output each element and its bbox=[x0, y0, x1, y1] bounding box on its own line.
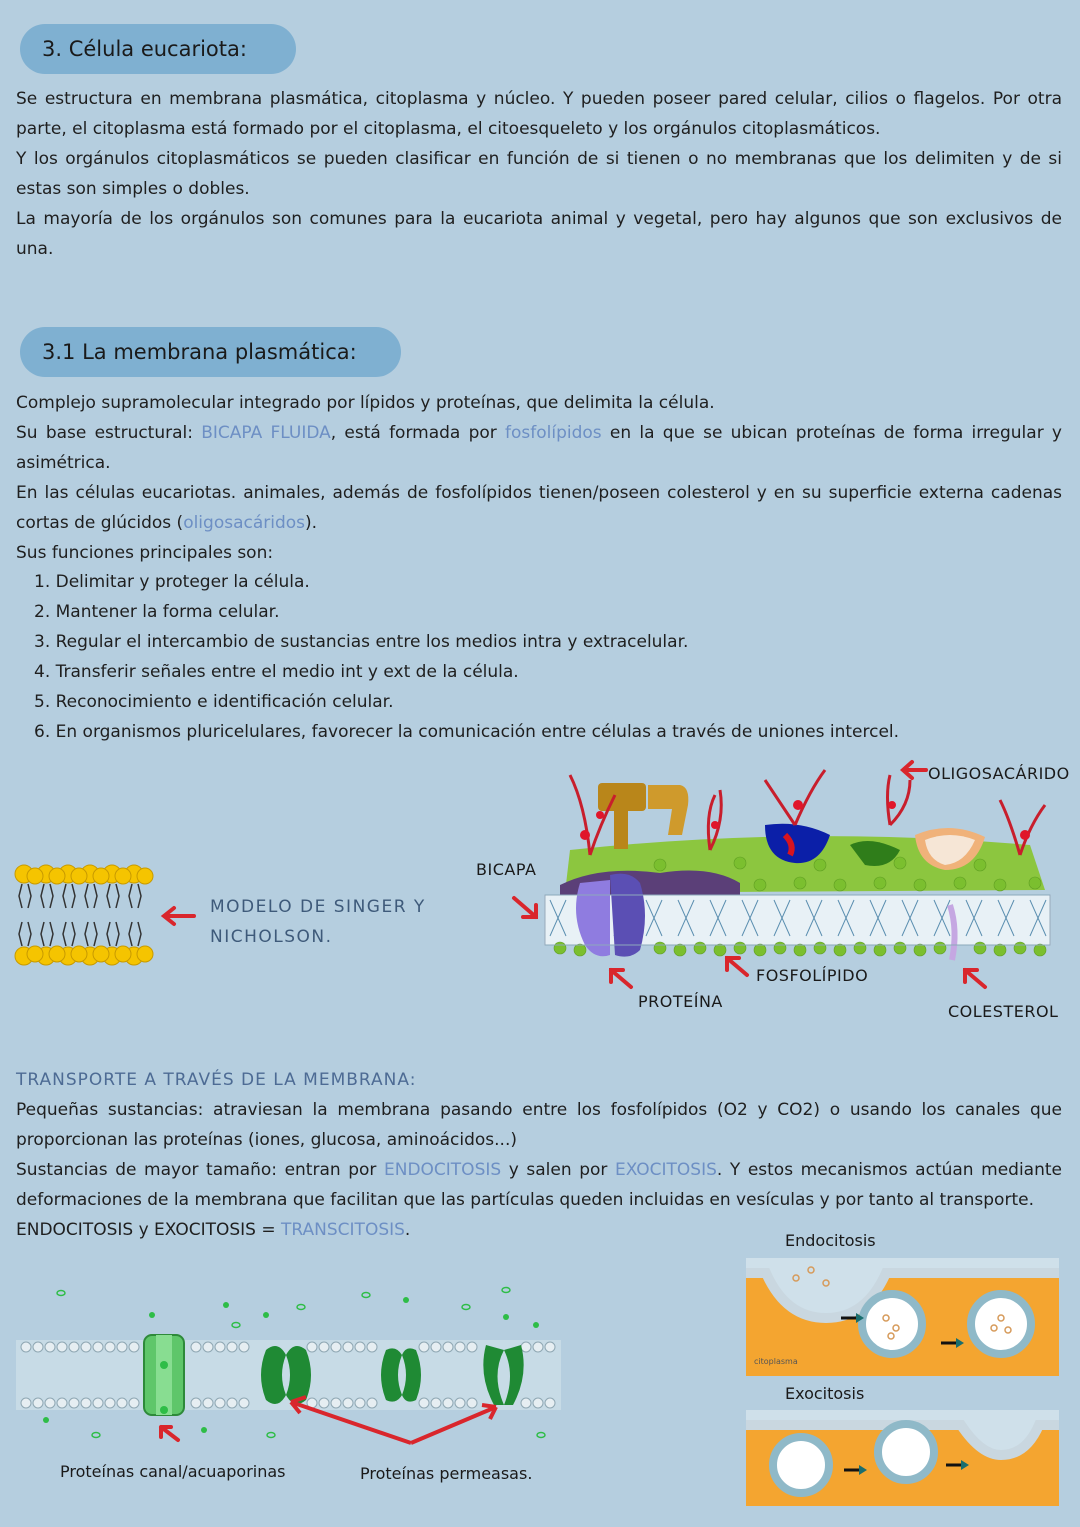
section-3-1-paragraph-1: Complejo supramolecular integrado por lípidos y proteínas, que delimita la célula. bbox=[16, 393, 715, 413]
oligosacarido-label: OLIGOSACÁRIDO bbox=[928, 764, 1070, 783]
section-3-1-body bbox=[16, 388, 1062, 568]
function-item: 3. Regular el intercambio de sustancias entre los medios intra y extracelular. bbox=[34, 632, 689, 652]
text-span: ). bbox=[305, 513, 318, 533]
small-bilayer-diagram bbox=[12, 862, 157, 972]
function-item: 4. Transferir señales entre el medio int y ext de la célula. bbox=[34, 662, 519, 682]
endocitosis-diagram bbox=[746, 1258, 1059, 1376]
text-span: En las células eucariotas. animales, además de fosfolípidos tienen/poseen colesterol y en su superficie externa cadenas cortas de glúcidos ( bbox=[16, 483, 1062, 533]
proteina-label: PROTEÍNA bbox=[638, 992, 723, 1011]
citoplasma-label: citoplasma bbox=[754, 1357, 798, 1366]
section-3-1-paragraph-4: Sus funciones principales son: bbox=[16, 543, 274, 563]
section-3-1-title-text: 3.1 La membrana plasmática: bbox=[42, 340, 357, 364]
text-span: Su base estructural: bbox=[16, 423, 202, 443]
arrow-proteina-icon bbox=[606, 965, 636, 991]
bicapa-label: BICAPA bbox=[476, 860, 537, 879]
text-span: ENDOCITOSIS y EXOCITOSIS = bbox=[16, 1220, 282, 1240]
text-span: en la que se ubican proteínas de forma irregular y asimétrica. bbox=[16, 423, 1062, 473]
text-span: Sustancias de mayor tamaño: entran por bbox=[16, 1160, 384, 1180]
function-item: 2. Mantener la forma celular. bbox=[34, 602, 280, 622]
transport-paragraph-1: Pequeñas sustancias: atraviesan la membrana pasando entre los fosfolípidos (O2 y CO2) o usando los canales que proporcionan las proteínas (iones, glucosa, aminoácidos...) bbox=[16, 1100, 1062, 1150]
bicapa-fluida-highlight: BICAPA FLUIDA bbox=[201, 423, 331, 443]
colesterol-label: COLESTEROL bbox=[948, 1002, 1059, 1021]
caption-permeases: Proteínas permeasas. bbox=[360, 1464, 533, 1483]
function-item: 1. Delimitar y proteger la célula. bbox=[34, 572, 310, 592]
arrow-left-icon bbox=[160, 906, 196, 926]
exocitosis-title: Exocitosis bbox=[785, 1384, 865, 1403]
transport-paragraph-3 bbox=[16, 1215, 1062, 1245]
section-3-paragraph-3: La mayoría de los orgánulos son comunes para la eucariota animal y vegetal, pero hay algunos que son exclusivos de una. bbox=[16, 209, 1062, 259]
model-label bbox=[210, 892, 460, 952]
section-3-body bbox=[16, 84, 1062, 264]
caption-channel-proteins: Proteínas canal/acuaporinas bbox=[60, 1462, 286, 1481]
text-span: . Y estos mecanismos actúan mediante deformaciones de la membrana que facilitan que las partículas queden incluidas en vesículas y por tanto al transporte. bbox=[16, 1160, 1062, 1210]
section-3-1-title bbox=[20, 327, 401, 377]
function-item: 6. En organismos pluricelulares, favorecer la comunicación entre células a través de uniones intercel. bbox=[34, 722, 900, 742]
section-3-paragraph-1: Se estructura en membrana plasmática, citoplasma y núcleo. Y pueden poseer pared celular, cilios o flagelos. Por otra parte, el citoplasma está formado por el citoplasma, el citoesqueleto y los orgánulos citoplasmáticos. bbox=[16, 89, 1062, 139]
transport-heading: TRANSPORTE A TRAVÉS DE LA MEMBRANA: bbox=[16, 1070, 417, 1090]
text-span: y salen por bbox=[501, 1160, 615, 1180]
arrow-fosfolipido-icon bbox=[722, 953, 752, 979]
function-item: 5. Reconocimiento e identificación celular. bbox=[34, 692, 394, 712]
model-label-text: MODELO DE SINGER Y NICHOLSON. bbox=[210, 897, 426, 947]
section-3-1-paragraph-3 bbox=[16, 478, 1062, 538]
arrow-bicapa-icon bbox=[511, 895, 541, 921]
transcitosis-highlight: TRANSCITOSIS bbox=[281, 1220, 405, 1240]
fosfolipidos-highlight: fosfolípidos bbox=[505, 423, 602, 443]
endocitosis-title: Endocitosis bbox=[785, 1231, 876, 1250]
arrow-colesterol-icon bbox=[960, 965, 990, 991]
section-3-paragraph-2: Y los orgánulos citoplasmáticos se pueden clasificar en función de si tienen o no membranas que los delimiten y de si estas son simples o dobles. bbox=[16, 149, 1062, 199]
oligosacaridos-highlight: oligosacáridos bbox=[183, 513, 306, 533]
section-3-title bbox=[20, 24, 296, 74]
functions-list bbox=[34, 567, 899, 747]
text-span: , está formada por bbox=[330, 423, 506, 443]
arrow-oligosacarido-icon bbox=[900, 760, 928, 780]
transport-paragraph-2 bbox=[16, 1155, 1062, 1215]
fosfolipido-label: FOSFOLÍPIDO bbox=[756, 966, 869, 985]
transport-body bbox=[16, 1095, 1062, 1245]
endocitosis-highlight: ENDOCITOSIS bbox=[383, 1160, 502, 1180]
transport-proteins-diagram bbox=[16, 1285, 561, 1445]
fluid-mosaic-membrane-diagram bbox=[540, 765, 1055, 985]
text-span: . bbox=[404, 1220, 411, 1240]
section-3-1-paragraph-2 bbox=[16, 418, 1062, 478]
exocitosis-diagram bbox=[746, 1410, 1059, 1506]
section-3-title-text: 3. Célula eucariota: bbox=[42, 37, 247, 61]
exocitosis-highlight: EXOCITOSIS bbox=[614, 1160, 717, 1180]
